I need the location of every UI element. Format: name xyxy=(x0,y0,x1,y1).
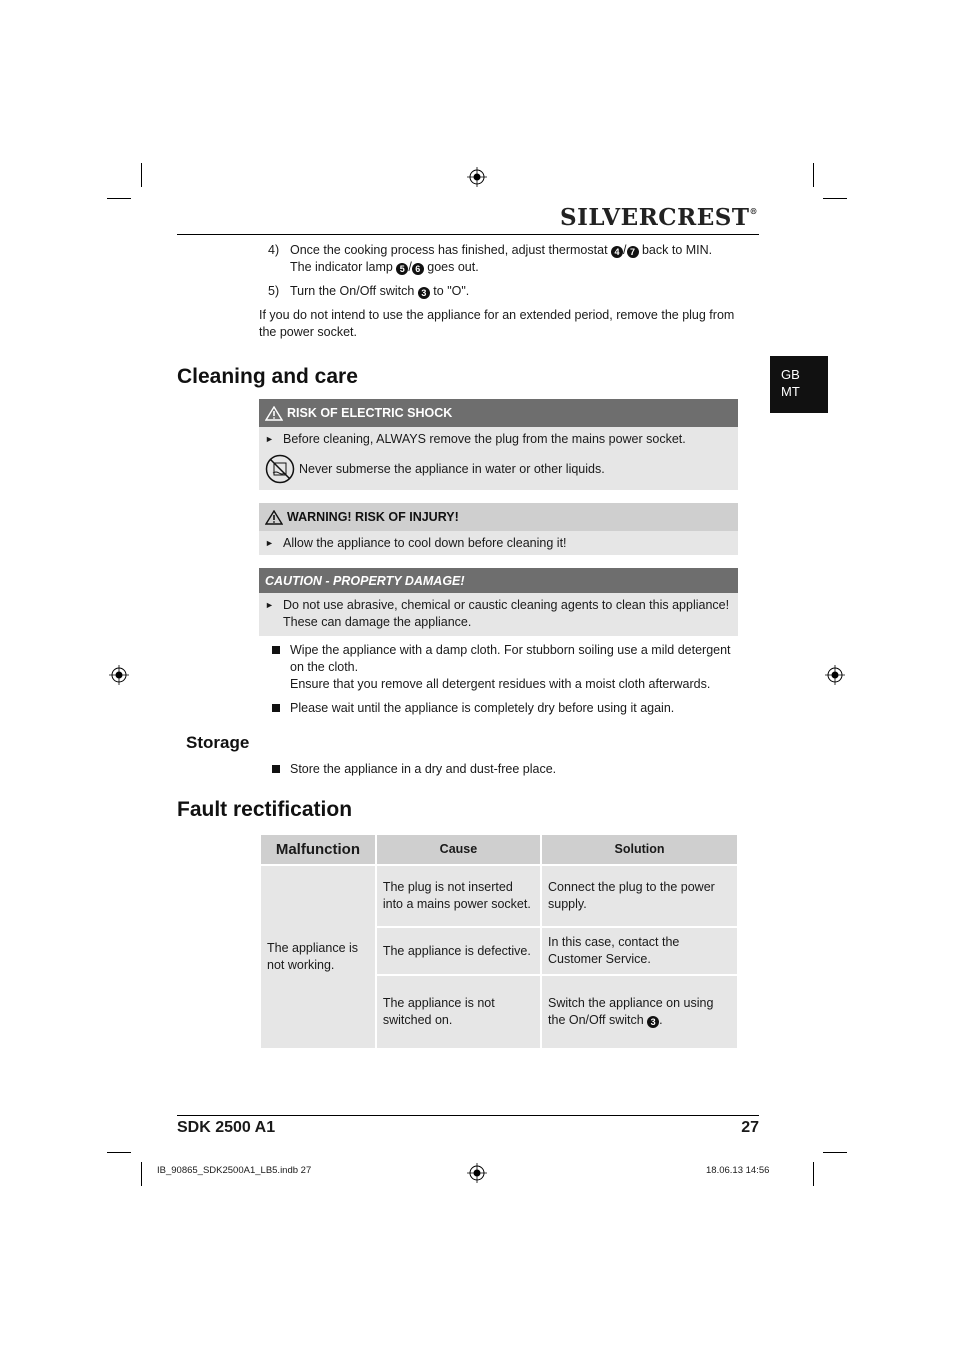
ref-badge: 6 xyxy=(412,263,424,275)
injury-warning xyxy=(259,503,738,555)
malfunction-cell: The appliance is not working. xyxy=(260,865,376,1049)
step-text: Once the cooking process has finished, adjust thermostat 4 / 7 back to MIN. The indicator lamp 5 / 6 goes out. xyxy=(290,243,713,274)
step-text: Turn the On/Off switch 3 to "O". xyxy=(290,284,470,298)
ref-badge: 5 xyxy=(396,263,408,275)
list-item: ► Allow the appliance to cool down before cleaning it! xyxy=(265,536,567,550)
square-bullet-icon xyxy=(272,704,280,712)
solution-cell: Switch the appliance on using the On/Off switch 3 . xyxy=(541,975,738,1049)
registration-mark-icon xyxy=(825,665,845,685)
language-tab: GB MT xyxy=(770,356,828,413)
arrow-bullet-icon: ► xyxy=(265,434,274,444)
crop-mark xyxy=(141,1162,142,1186)
section-title: Storage xyxy=(186,733,250,752)
section-title: Fault rectification xyxy=(177,798,353,821)
table-row xyxy=(260,865,738,927)
cause-cell: The appliance is not switched on. xyxy=(376,975,541,1049)
list-item: 5) Turn the On/Off switch 3 to "O". xyxy=(268,284,470,298)
no-submerse-icon xyxy=(265,454,295,484)
list-item: Wipe the appliance with a damp cloth. For stubborn soiling use a mild detergent on the cloth. Ensure that you remove all detergent residues with a moist cloth afterwards. xyxy=(272,642,742,693)
list-item: Never submerse the appliance in water or other liquids. xyxy=(265,454,730,484)
arrow-bullet-icon: ► xyxy=(265,600,274,610)
crop-mark xyxy=(141,163,142,187)
caution-warning xyxy=(259,568,738,636)
list-item: Store the appliance in a dry and dust-free place. xyxy=(272,761,742,778)
print-slug-right: 18.06.13 14:56 xyxy=(706,1165,770,1176)
print-slug-left: IB_90865_SDK2500A1_LB5.indb 27 xyxy=(157,1165,312,1176)
registration-mark-icon xyxy=(467,1163,487,1183)
page-number: 27 xyxy=(741,1119,759,1136)
ref-badge: 3 xyxy=(418,287,430,299)
cause-cell: The appliance is defective. xyxy=(376,927,541,975)
cause-cell: The plug is not inserted into a mains power socket. xyxy=(376,865,541,927)
list-item: 4) Once the cooking process has finished, adjust thermostat 4 / 7 back to MIN. The indicator lamp 5 / 6 goes out. xyxy=(268,243,713,274)
list-item: ► Before cleaning, ALWAYS remove the plug from the mains power socket. xyxy=(265,432,686,446)
square-bullet-icon xyxy=(272,646,280,654)
brand-logo: SILVERCREST® xyxy=(560,204,758,231)
warning-triangle-icon xyxy=(265,510,283,525)
table-header-row xyxy=(260,834,738,865)
crop-mark xyxy=(813,163,814,187)
column-header: Cause xyxy=(376,834,541,865)
warning-header: CAUTION - PROPERTY DAMAGE! xyxy=(259,568,738,593)
crop-mark xyxy=(107,198,131,199)
warning-header: RISK OF ELECTRIC SHOCK xyxy=(259,399,738,427)
arrow-bullet-icon: ► xyxy=(265,538,274,548)
solution-cell: In this case, contact the Customer Service. xyxy=(541,927,738,975)
fault-table xyxy=(259,833,739,1050)
list-item: Please wait until the appliance is completely dry before using it again. xyxy=(272,700,742,717)
crop-mark xyxy=(823,1152,847,1153)
electric-shock-warning xyxy=(259,399,738,490)
crop-mark xyxy=(107,1152,131,1153)
steps-list xyxy=(268,242,738,307)
solution-cell: Connect the plug to the power supply. xyxy=(541,865,738,927)
square-bullet-icon xyxy=(272,765,280,773)
crop-mark xyxy=(813,1162,814,1186)
storage-bullets xyxy=(272,761,742,785)
intro-paragraph: If you do not intend to use the appliance for an extended period, remove the plug from the power socket. xyxy=(259,308,735,339)
model-number: SDK 2500 A1 xyxy=(177,1119,276,1136)
warning-triangle-icon xyxy=(265,406,283,421)
crop-mark xyxy=(823,198,847,199)
registration-mark-icon xyxy=(109,665,129,685)
registration-mark-icon xyxy=(467,167,487,187)
footer-rule xyxy=(177,1115,759,1116)
ref-badge: 7 xyxy=(627,246,639,258)
section-title: Cleaning and care xyxy=(177,365,358,388)
warning-header: WARNING! RISK OF INJURY! xyxy=(259,503,738,531)
column-header: Solution xyxy=(541,834,738,865)
column-header: Malfunction xyxy=(260,834,376,865)
cleaning-bullets xyxy=(272,642,742,724)
header-rule xyxy=(177,234,759,235)
list-item: ► Do not use abrasive, chemical or caustic cleaning agents to clean this appliance! These can damage the appliance. xyxy=(265,598,730,629)
ref-badge: 3 xyxy=(647,1016,659,1028)
ref-badge: 4 xyxy=(611,246,623,258)
